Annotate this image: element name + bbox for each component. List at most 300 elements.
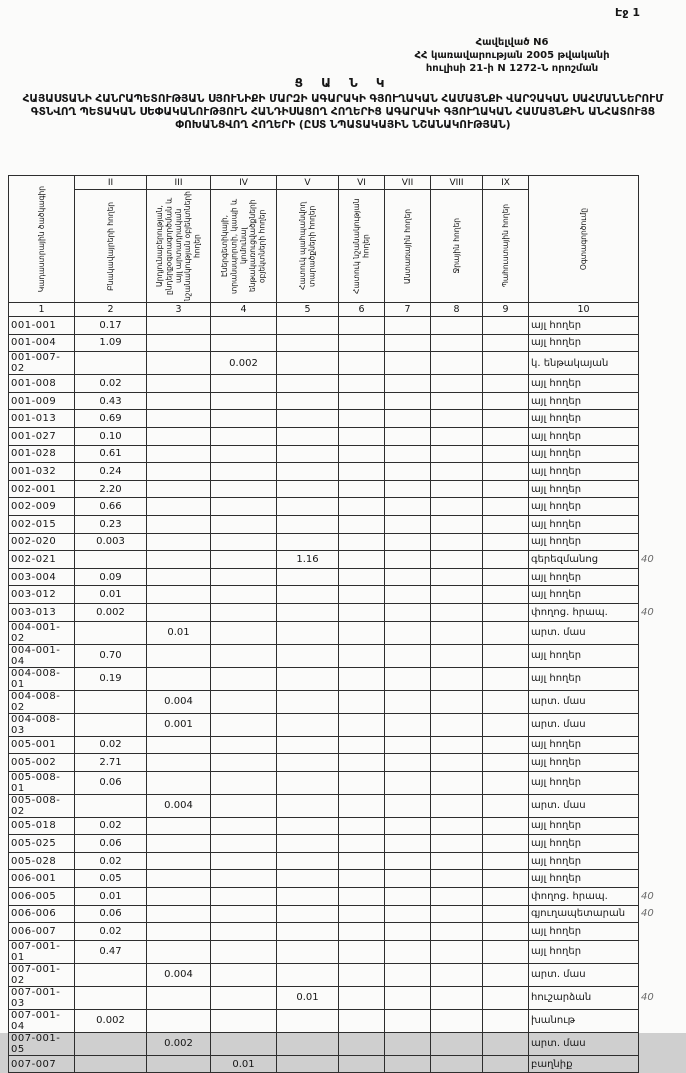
cadastral-code-cell: 001-013 [9, 410, 75, 428]
infrastructure-area-cell [211, 427, 277, 445]
usage-cell: կ. ենթակայան [529, 352, 639, 375]
reserve-area-cell [483, 586, 529, 604]
usage-cell: գերեզմանոց [529, 551, 639, 569]
settlement-area-cell: 0.10 [75, 427, 147, 445]
infrastructure-area-cell [211, 690, 277, 713]
reserve-area-cell [483, 1032, 529, 1055]
reserve-area-cell [483, 940, 529, 963]
forest-area-cell [385, 515, 431, 533]
water-area-cell [431, 923, 483, 941]
industrial-area-cell [147, 667, 211, 690]
industrial-area-cell: 0.004 [147, 690, 211, 713]
forest-area-cell [385, 736, 431, 754]
protected-area-cell [277, 352, 339, 375]
infrastructure-area-cell [211, 667, 277, 690]
table-row [9, 515, 665, 533]
forest-area-cell [385, 817, 431, 835]
infrastructure-area-cell [211, 736, 277, 754]
protected-area-cell [277, 817, 339, 835]
infrastructure-area-cell [211, 603, 277, 621]
table-header [9, 176, 665, 317]
protected-area-cell [277, 427, 339, 445]
usage-cell: արտ. մաս [529, 963, 639, 986]
reserve-area-cell [483, 888, 529, 906]
col-num-4: 4 [211, 303, 277, 317]
infrastructure-area-cell [211, 1032, 277, 1055]
roman-V: V [277, 176, 339, 190]
table-row [9, 870, 665, 888]
forest-area-cell [385, 713, 431, 736]
usage-cell: այլ հողեր [529, 586, 639, 604]
protected-area-cell [277, 835, 339, 853]
handwritten-margin-note [639, 667, 665, 690]
industrial-area-cell [147, 986, 211, 1009]
usage-cell: այլ հողեր [529, 533, 639, 551]
reserve-area-cell [483, 736, 529, 754]
header-infrastructure-lands: Էներգետիկայի, տրանսպորտի, կապի և կոմունալ ենթակառուցվածքների օբյեկտների հողեր [211, 190, 277, 303]
reserve-area-cell [483, 852, 529, 870]
cadastral-code-cell: 002-021 [9, 551, 75, 569]
cadastral-code-cell: 002-015 [9, 515, 75, 533]
usage-cell: հուշարձան [529, 986, 639, 1009]
handwritten-margin-note [639, 835, 665, 853]
protected-area-cell [277, 410, 339, 428]
infrastructure-area-cell [211, 794, 277, 817]
usage-cell: այլ հողեր [529, 568, 639, 586]
usage-cell: փողոց. հրապ. [529, 888, 639, 906]
table-row [9, 392, 665, 410]
forest-area-cell [385, 463, 431, 481]
protected-area-cell [277, 690, 339, 713]
cadastral-code-cell: 001-028 [9, 445, 75, 463]
protected-area-cell [277, 317, 339, 335]
reserve-area-cell [483, 463, 529, 481]
industrial-area-cell [147, 835, 211, 853]
page-number: Էջ 1 [615, 6, 640, 19]
forest-area-cell [385, 334, 431, 352]
water-area-cell [431, 352, 483, 375]
cadastral-code-cell: 001-032 [9, 463, 75, 481]
special-area-cell [339, 852, 385, 870]
water-area-cell [431, 410, 483, 428]
reserve-area-cell [483, 427, 529, 445]
handwritten-margin-note [639, 1055, 665, 1073]
special-area-cell [339, 923, 385, 941]
infrastructure-area-cell [211, 817, 277, 835]
reserve-area-cell [483, 644, 529, 667]
handwritten-margin-note: 40 [641, 908, 654, 920]
special-area-cell [339, 533, 385, 551]
industrial-area-cell [147, 870, 211, 888]
special-area-cell [339, 410, 385, 428]
forest-area-cell [385, 1055, 431, 1073]
roman-III: III [147, 176, 211, 190]
table-row [9, 480, 665, 498]
industrial-area-cell [147, 515, 211, 533]
cadastral-code-cell: 006-006 [9, 905, 75, 923]
industrial-area-cell [147, 1055, 211, 1073]
water-area-cell [431, 1032, 483, 1055]
settlement-area-cell: 2.71 [75, 754, 147, 772]
settlement-area-cell: 0.66 [75, 498, 147, 516]
table-row [9, 852, 665, 870]
column-number-row [9, 303, 665, 317]
forest-area-cell [385, 923, 431, 941]
table-row [9, 427, 665, 445]
protected-area-cell [277, 1055, 339, 1073]
settlement-area-cell: 0.02 [75, 923, 147, 941]
usage-cell: այլ հողեր [529, 375, 639, 393]
usage-cell: այլ հողեր [529, 317, 639, 335]
settlement-area-cell [75, 713, 147, 736]
water-area-cell [431, 427, 483, 445]
protected-area-cell [277, 940, 339, 963]
cadastral-code-cell: 006-007 [9, 923, 75, 941]
protected-area-cell [277, 870, 339, 888]
cadastral-code-cell: 004-008-01 [9, 667, 75, 690]
forest-area-cell [385, 1009, 431, 1032]
forest-area-cell [385, 690, 431, 713]
col-num-7: 7 [385, 303, 431, 317]
cadastral-code-cell: 004-008-02 [9, 690, 75, 713]
protected-area-cell [277, 334, 339, 352]
handwritten-margin-note: 40 [641, 606, 654, 618]
industrial-area-cell: 0.004 [147, 963, 211, 986]
handwritten-margin-note [639, 375, 665, 393]
infrastructure-area-cell [211, 568, 277, 586]
water-area-cell [431, 1055, 483, 1073]
infrastructure-area-cell [211, 870, 277, 888]
industrial-area-cell [147, 1009, 211, 1032]
header-water-lands: Ջրային հողեր [431, 190, 483, 303]
special-area-cell [339, 771, 385, 794]
table-row [9, 463, 665, 481]
header-reserve-lands: Պահուստային հողեր [483, 190, 529, 303]
usage-cell: այլ հողեր [529, 515, 639, 533]
forest-area-cell [385, 480, 431, 498]
roman-VIII: VIII [431, 176, 483, 190]
forest-area-cell [385, 963, 431, 986]
usage-cell: այլ հողեր [529, 410, 639, 428]
water-area-cell [431, 603, 483, 621]
reserve-area-cell [483, 713, 529, 736]
water-area-cell [431, 713, 483, 736]
settlement-area-cell: 0.06 [75, 835, 147, 853]
usage-cell: այլ հողեր [529, 445, 639, 463]
industrial-area-cell [147, 375, 211, 393]
protected-area-cell [277, 888, 339, 906]
reserve-area-cell [483, 445, 529, 463]
header-cadastral-code: Կադաստրային ծածկագիր [9, 176, 75, 303]
industrial-area-cell [147, 463, 211, 481]
infrastructure-area-cell [211, 905, 277, 923]
col-num-2: 2 [75, 303, 147, 317]
special-area-cell [339, 603, 385, 621]
handwritten-margin-note [639, 334, 665, 352]
protected-area-cell [277, 533, 339, 551]
industrial-area-cell [147, 533, 211, 551]
settlement-area-cell: 0.002 [75, 1009, 147, 1032]
water-area-cell [431, 771, 483, 794]
special-area-cell [339, 445, 385, 463]
protected-area-cell [277, 905, 339, 923]
water-area-cell [431, 375, 483, 393]
usage-cell: այլ հողեր [529, 771, 639, 794]
table-row [9, 690, 665, 713]
settlement-area-cell: 0.09 [75, 568, 147, 586]
table-row [9, 352, 665, 375]
protected-area-cell [277, 375, 339, 393]
reserve-area-cell [483, 817, 529, 835]
document-title: Ց Ա Ն Կ [294, 76, 392, 90]
header-forest-lands: Անտառային հողեր [385, 190, 431, 303]
forest-area-cell [385, 427, 431, 445]
industrial-area-cell [147, 568, 211, 586]
cadastral-code-cell: 001-027 [9, 427, 75, 445]
handwritten-margin-note [639, 480, 665, 498]
col-num-5: 5 [277, 303, 339, 317]
protected-area-cell: 0.01 [277, 986, 339, 1009]
special-area-cell [339, 498, 385, 516]
industrial-area-cell: 0.01 [147, 621, 211, 644]
reserve-area-cell [483, 480, 529, 498]
cadastral-code-cell: 002-020 [9, 533, 75, 551]
usage-cell: խանութ [529, 1009, 639, 1032]
settlement-area-cell: 0.02 [75, 852, 147, 870]
special-area-cell [339, 986, 385, 1009]
table-row [9, 713, 665, 736]
handwritten-margin-note [639, 870, 665, 888]
table-row [9, 905, 665, 923]
settlement-area-cell: 0.02 [75, 736, 147, 754]
reserve-area-cell [483, 963, 529, 986]
industrial-area-cell [147, 940, 211, 963]
special-area-cell [339, 754, 385, 772]
reserve-area-cell [483, 870, 529, 888]
settlement-area-cell [75, 1032, 147, 1055]
special-area-cell [339, 835, 385, 853]
settlement-area-cell: 0.24 [75, 463, 147, 481]
protected-area-cell [277, 480, 339, 498]
table-row [9, 533, 665, 551]
reserve-area-cell [483, 1055, 529, 1073]
handwritten-margin-note [639, 771, 665, 794]
water-area-cell [431, 480, 483, 498]
protected-area-cell [277, 644, 339, 667]
special-area-cell [339, 905, 385, 923]
cadastral-code-cell: 004-001-02 [9, 621, 75, 644]
water-area-cell [431, 445, 483, 463]
table-row [9, 568, 665, 586]
annex-reference [362, 36, 662, 75]
industrial-area-cell [147, 551, 211, 569]
forest-area-cell [385, 621, 431, 644]
col-num-3: 3 [147, 303, 211, 317]
protected-area-cell [277, 923, 339, 941]
col-num-6: 6 [339, 303, 385, 317]
usage-cell: այլ հողեր [529, 334, 639, 352]
protected-area-cell [277, 852, 339, 870]
settlement-area-cell [75, 986, 147, 1009]
settlement-area-cell: 0.43 [75, 392, 147, 410]
infrastructure-area-cell [211, 1009, 277, 1032]
usage-cell: փողոց. հրապ. [529, 603, 639, 621]
special-area-cell [339, 736, 385, 754]
roman-VI: VI [339, 176, 385, 190]
settlement-area-cell: 0.61 [75, 445, 147, 463]
forest-area-cell [385, 392, 431, 410]
protected-area-cell [277, 586, 339, 604]
industrial-area-cell [147, 852, 211, 870]
infrastructure-area-cell [211, 533, 277, 551]
settlement-area-cell: 0.70 [75, 644, 147, 667]
infrastructure-area-cell [211, 317, 277, 335]
reserve-area-cell [483, 621, 529, 644]
industrial-area-cell [147, 905, 211, 923]
protected-area-cell [277, 771, 339, 794]
infrastructure-area-cell [211, 888, 277, 906]
roman-II: II [75, 176, 147, 190]
special-area-cell [339, 1009, 385, 1032]
handwritten-margin-note [639, 852, 665, 870]
industrial-area-cell: 0.002 [147, 1032, 211, 1055]
usage-cell: արտ. մաս [529, 794, 639, 817]
forest-area-cell [385, 603, 431, 621]
special-area-cell [339, 940, 385, 963]
handwritten-margin-note [639, 754, 665, 772]
infrastructure-area-cell [211, 621, 277, 644]
forest-area-cell [385, 551, 431, 569]
forest-area-cell [385, 888, 431, 906]
usage-cell: այլ հողեր [529, 817, 639, 835]
special-area-cell [339, 1032, 385, 1055]
reserve-area-cell [483, 667, 529, 690]
special-area-cell [339, 551, 385, 569]
special-area-cell [339, 427, 385, 445]
protected-area-cell [277, 1032, 339, 1055]
col-num-8: 8 [431, 303, 483, 317]
settlement-area-cell [75, 621, 147, 644]
infrastructure-area-cell [211, 644, 277, 667]
reserve-area-cell [483, 568, 529, 586]
protected-area-cell [277, 794, 339, 817]
industrial-area-cell [147, 352, 211, 375]
protected-area-cell: 1.16 [277, 551, 339, 569]
special-area-cell [339, 690, 385, 713]
water-area-cell [431, 1009, 483, 1032]
infrastructure-area-cell [211, 410, 277, 428]
table-row [9, 1009, 665, 1032]
table-row [9, 1032, 665, 1055]
cadastral-code-cell: 005-002 [9, 754, 75, 772]
industrial-area-cell [147, 736, 211, 754]
water-area-cell [431, 986, 483, 1009]
handwritten-margin-note [639, 644, 665, 667]
industrial-area-cell [147, 317, 211, 335]
table-row [9, 963, 665, 986]
col-num-1: 1 [9, 303, 75, 317]
industrial-area-cell [147, 427, 211, 445]
handwritten-margin-note [639, 568, 665, 586]
table-row [9, 410, 665, 428]
settlement-area-cell [75, 352, 147, 375]
settlement-area-cell: 0.02 [75, 375, 147, 393]
usage-cell: այլ հողեր [529, 940, 639, 963]
reserve-area-cell [483, 515, 529, 533]
reserve-area-cell [483, 375, 529, 393]
forest-area-cell [385, 498, 431, 516]
special-area-cell [339, 667, 385, 690]
industrial-area-cell [147, 392, 211, 410]
infrastructure-area-cell [211, 852, 277, 870]
water-area-cell [431, 644, 483, 667]
industrial-area-cell [147, 923, 211, 941]
infrastructure-area-cell [211, 586, 277, 604]
reserve-area-cell [483, 410, 529, 428]
special-area-cell [339, 317, 385, 335]
water-area-cell [431, 621, 483, 644]
settlement-area-cell [75, 690, 147, 713]
industrial-area-cell [147, 445, 211, 463]
roman-numeral-row [9, 176, 665, 190]
protected-area-cell [277, 621, 339, 644]
handwritten-margin-note: 40 [641, 890, 654, 902]
infrastructure-area-cell [211, 498, 277, 516]
handwritten-margin-note [639, 794, 665, 817]
handwritten-margin-note [639, 1032, 665, 1055]
settlement-area-cell: 0.01 [75, 586, 147, 604]
water-area-cell [431, 667, 483, 690]
table-row [9, 940, 665, 963]
water-area-cell [431, 463, 483, 481]
reserve-area-cell [483, 498, 529, 516]
water-area-cell [431, 888, 483, 906]
usage-cell: գյուղապետարան [529, 905, 639, 923]
industrial-area-cell [147, 817, 211, 835]
infrastructure-area-cell [211, 463, 277, 481]
protected-area-cell [277, 392, 339, 410]
table-row [9, 317, 665, 335]
cadastral-code-cell: 002-009 [9, 498, 75, 516]
settlement-area-cell: 0.003 [75, 533, 147, 551]
settlement-area-cell: 0.06 [75, 905, 147, 923]
special-area-cell [339, 334, 385, 352]
usage-cell: այլ հողեր [529, 754, 639, 772]
forest-area-cell [385, 754, 431, 772]
forest-area-cell [385, 445, 431, 463]
settlement-area-cell: 0.002 [75, 603, 147, 621]
forest-area-cell [385, 644, 431, 667]
water-area-cell [431, 586, 483, 604]
special-area-cell [339, 817, 385, 835]
special-area-cell [339, 515, 385, 533]
settlement-area-cell: 0.06 [75, 771, 147, 794]
cadastral-code-cell: 001-004 [9, 334, 75, 352]
special-area-cell [339, 375, 385, 393]
forest-area-cell [385, 586, 431, 604]
infrastructure-area-cell [211, 515, 277, 533]
reserve-area-cell [483, 352, 529, 375]
cadastral-code-cell: 007-001-01 [9, 940, 75, 963]
reserve-area-cell [483, 392, 529, 410]
water-area-cell [431, 736, 483, 754]
cadastral-code-cell: 003-013 [9, 603, 75, 621]
handwritten-margin-note [639, 463, 665, 481]
handwritten-margin-note [639, 923, 665, 941]
water-area-cell [431, 690, 483, 713]
usage-cell: արտ. մաս [529, 1032, 639, 1055]
infrastructure-area-cell [211, 392, 277, 410]
